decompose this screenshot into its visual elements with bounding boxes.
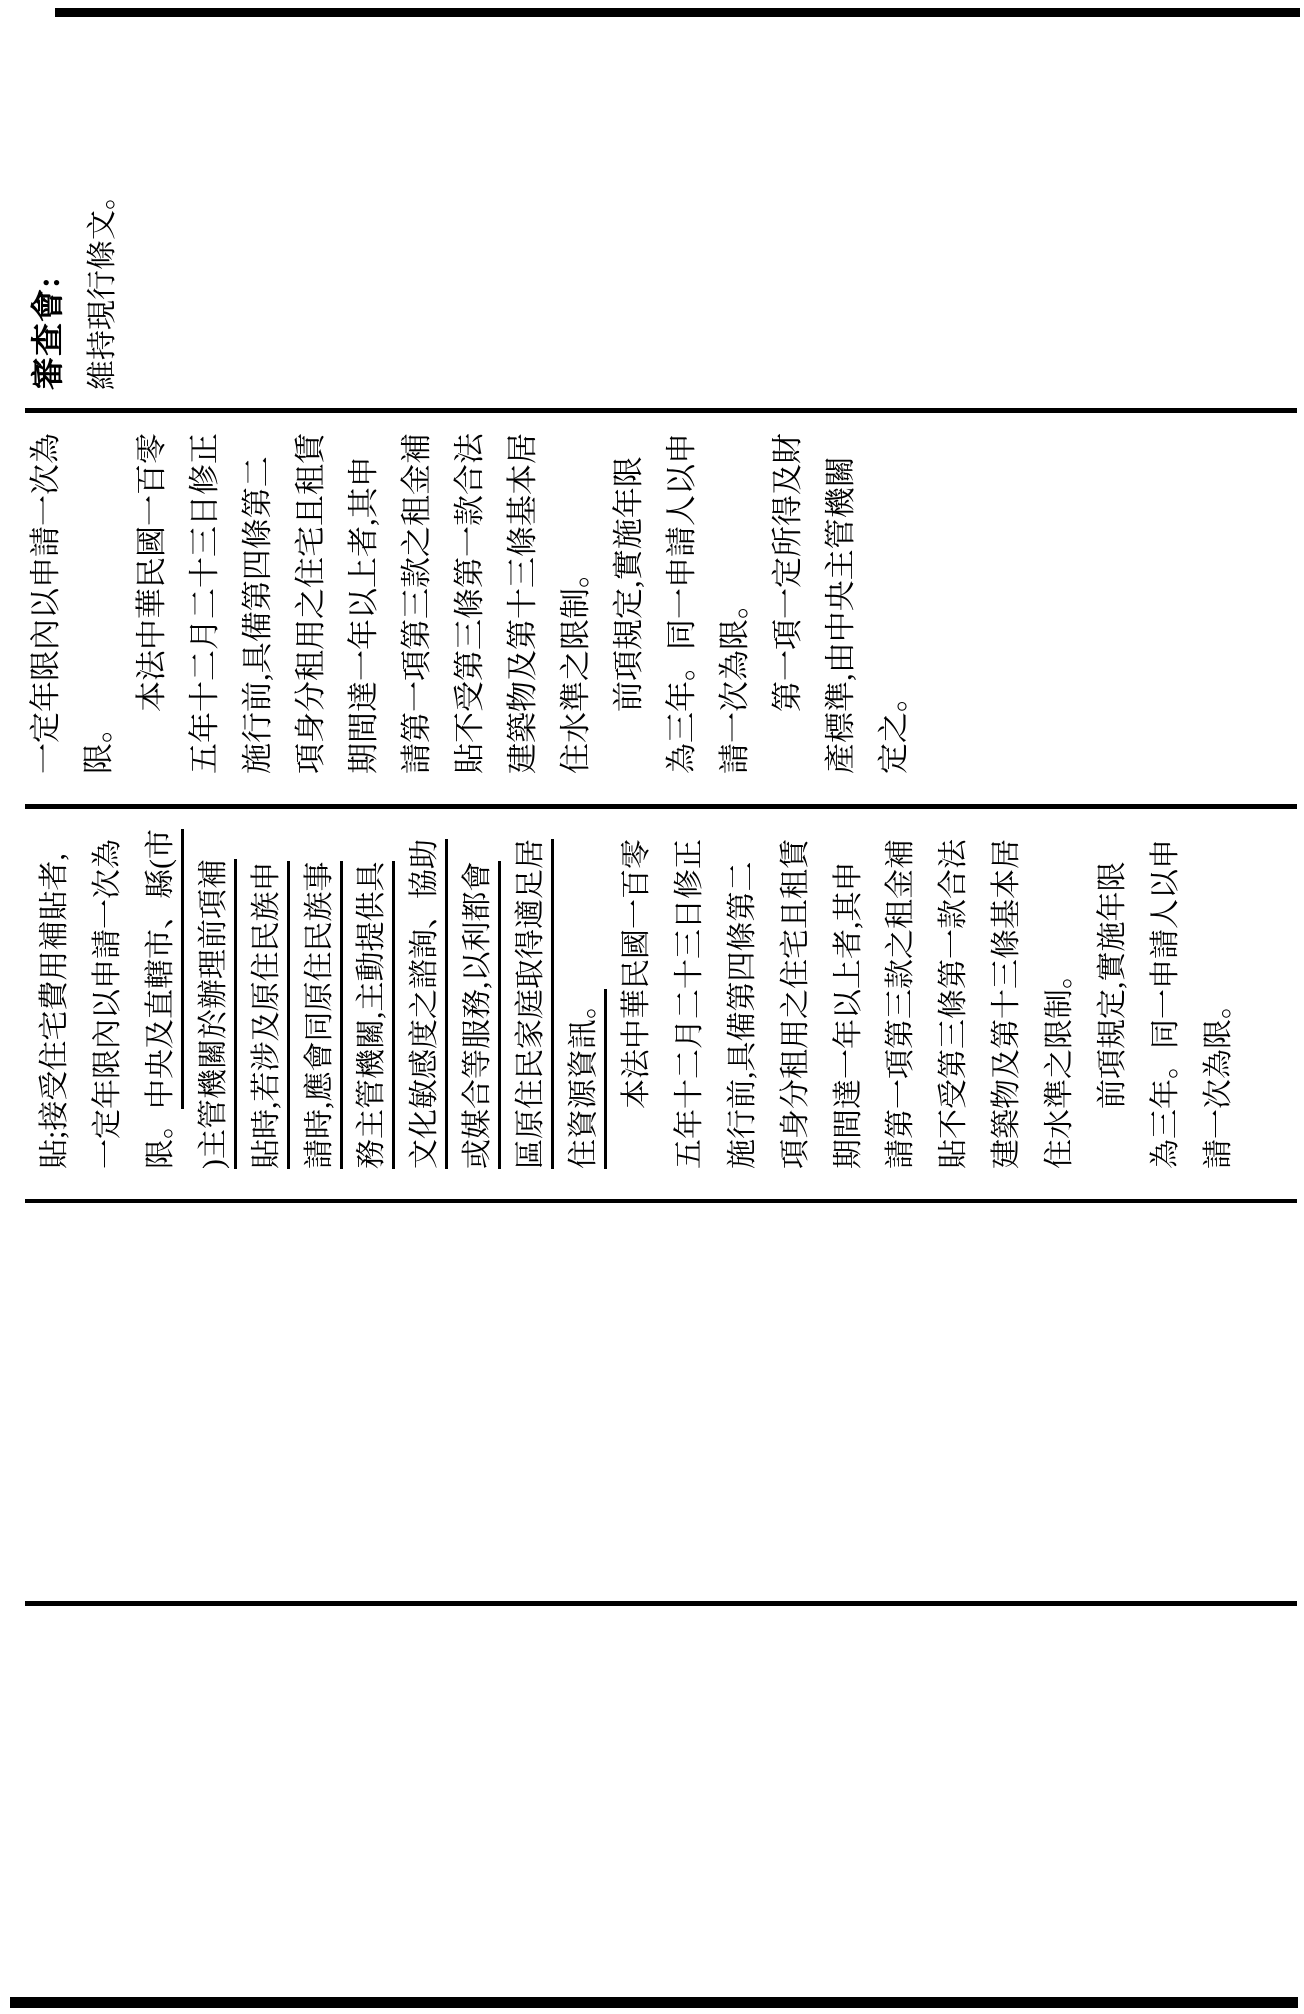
text-segment: 施行前,具備第四條第二 xyxy=(725,861,759,1169)
text-segment: 貼;接受住宅費用補貼者, xyxy=(38,853,71,1169)
underlined-text-segment: )主管機關於辦理前項補 xyxy=(197,859,237,1169)
text-line xyxy=(90,839,124,1169)
text-line xyxy=(666,433,697,774)
text-segment: 五年十二月二十三日修正 xyxy=(672,839,706,1169)
text-line xyxy=(886,839,916,1169)
text-line xyxy=(196,859,230,1169)
text-line xyxy=(725,861,759,1170)
text-segment: 產標準,由中央主管機關 xyxy=(823,456,858,774)
text-line xyxy=(560,557,591,774)
text-line xyxy=(778,839,812,1169)
text-segment: 為三年。同一申請人以申 xyxy=(1148,839,1182,1169)
text-line xyxy=(878,681,909,774)
text-segment: 請第一項第三款之租金補 xyxy=(884,839,918,1169)
text-segment: 請一次為限。 xyxy=(717,588,752,774)
text-segment: 項身分租用之住宅且租賃 xyxy=(293,433,328,774)
text-segment: 一定年限內以申請一次為 xyxy=(90,839,124,1169)
text-line xyxy=(454,433,485,774)
text-line xyxy=(825,456,856,774)
text-line xyxy=(516,839,546,1169)
text-segment: 施行前,具備第四條第二 xyxy=(240,456,275,774)
text-segment: 期間達一年以上者,其申 xyxy=(831,861,865,1169)
text-line xyxy=(357,862,387,1170)
text-line xyxy=(1148,839,1182,1169)
text-segment: 一定年限內以申請一次為 xyxy=(28,433,63,774)
text-line xyxy=(992,839,1022,1169)
underlined-text-segment: 區原住民家庭取得適足居 xyxy=(514,839,554,1169)
text-line xyxy=(410,839,440,1169)
text-line xyxy=(189,433,220,774)
text-line xyxy=(143,829,177,1169)
text-segment: 五年十二月二十三日修正 xyxy=(187,433,222,774)
text-line xyxy=(136,433,167,774)
text-line xyxy=(30,433,61,774)
underlined-text-segment: 務主管機關,主動提供具 xyxy=(355,862,395,1170)
underlined-text-segment: 請時,應會同原住民族事 xyxy=(303,862,343,1170)
text-line xyxy=(1201,989,1235,1169)
text-line xyxy=(613,456,644,774)
text-segment: 限。 xyxy=(143,1109,177,1169)
table-rule-4 xyxy=(25,1601,1297,1606)
text-line xyxy=(83,712,114,774)
text-segment: 期間達一年以上者,其申 xyxy=(346,456,381,774)
text-line xyxy=(401,433,432,774)
table-rule-3 xyxy=(25,1199,1297,1203)
text-segment: 本法中華民國一百零 xyxy=(619,839,653,1169)
text-segment: 建築物及第十三條基本居 xyxy=(990,839,1024,1169)
text-segment: 為三年。同一申請人以申 xyxy=(664,433,699,774)
text-segment: 本法中華民國一百零 xyxy=(134,433,169,774)
text-segment: 請一次為限。 xyxy=(1201,989,1235,1169)
table-border-left-thick xyxy=(10,1997,1298,2008)
text-segment: 項身分租用之住宅且租賃 xyxy=(778,839,812,1169)
text-line xyxy=(619,839,653,1169)
text-line xyxy=(1045,959,1075,1169)
text-line xyxy=(302,861,336,1170)
text-line xyxy=(88,180,118,390)
text-line xyxy=(33,276,66,390)
text-segment: 第一項一定所得及財 xyxy=(770,433,805,774)
column-proposal xyxy=(0,412,1304,774)
text-segment: 貼不受第三條第一款合法 xyxy=(937,839,971,1169)
text-segment: 限。 xyxy=(81,712,116,774)
text-line xyxy=(1098,862,1128,1170)
text-segment: 前項規定,實施年限 xyxy=(1096,861,1129,1169)
text-line xyxy=(569,989,599,1169)
text-line xyxy=(249,861,283,1170)
text-line xyxy=(40,853,70,1169)
text-segment: 維持現行條文。 xyxy=(86,180,119,390)
text-line xyxy=(831,861,865,1170)
text-segment: 建築物及第十三條基本居 xyxy=(505,433,540,774)
underlined-text-segment: 住資源資訊。 xyxy=(567,989,607,1169)
text-segment: 住水準之限制。 xyxy=(558,557,593,774)
text-line xyxy=(672,839,706,1169)
text-line xyxy=(242,456,273,774)
text-segment: 前項規定,實施年限 xyxy=(611,456,646,774)
text-segment: 請第一項第三款之租金補 xyxy=(399,433,434,774)
column-review-committee xyxy=(0,10,1304,390)
text-line xyxy=(507,433,538,774)
text-line xyxy=(348,456,379,774)
text-segment: 住水準之限制。 xyxy=(1043,959,1077,1169)
text-segment: 定之。 xyxy=(876,681,911,774)
underlined-text-segment: 貼時,若涉及原住民族申 xyxy=(250,862,290,1170)
text-line xyxy=(939,839,969,1169)
column-amendment xyxy=(0,809,1304,1169)
text-segment: 貼不受第三條第一款合法 xyxy=(452,433,487,774)
underlined-text-segment: 中央及直轄市、縣(市 xyxy=(144,829,184,1109)
underlined-text-segment: 文化敏感度之諮詢、協助 xyxy=(408,839,448,1169)
text-line xyxy=(719,588,750,774)
text-line xyxy=(772,433,803,774)
text-segment: 審查會: xyxy=(31,276,67,390)
text-line xyxy=(295,433,326,774)
text-line xyxy=(463,862,493,1170)
underlined-text-segment: 或媒合等服務,以利都會 xyxy=(461,862,501,1170)
